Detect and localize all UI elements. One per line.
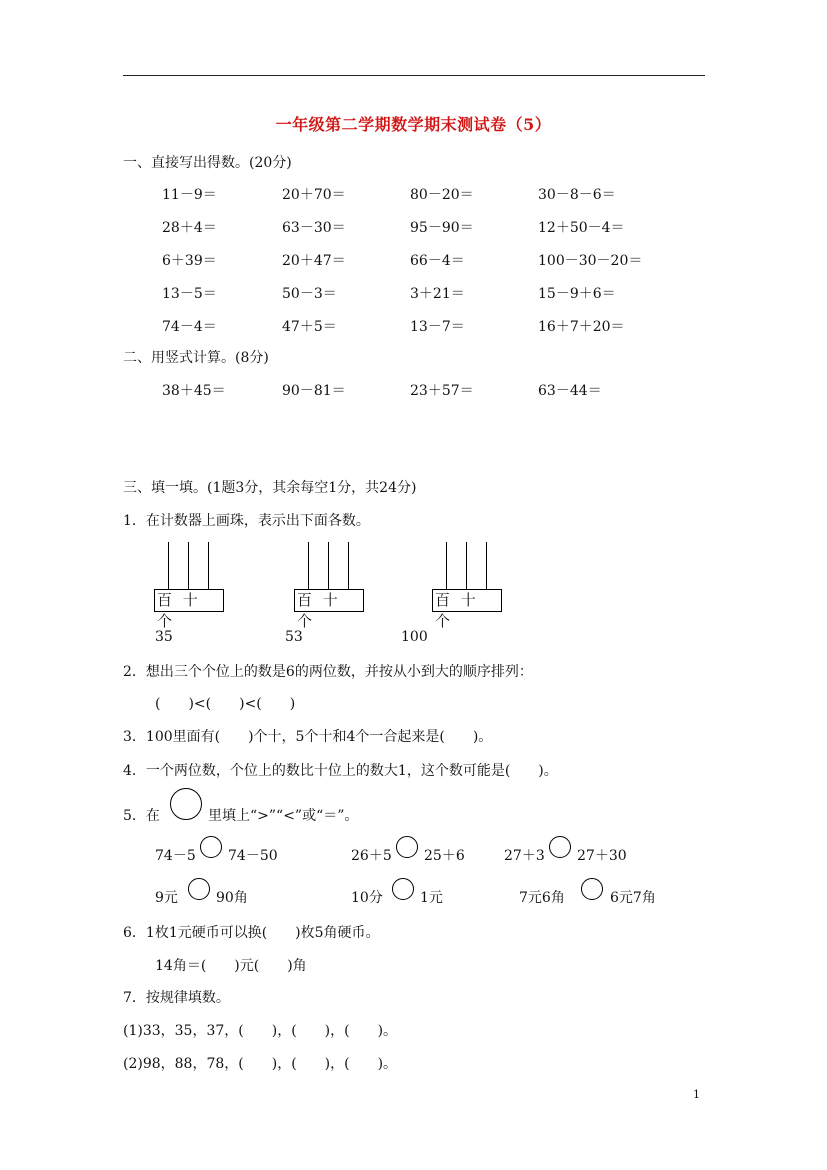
mental-math-problem: 95－90＝	[410, 220, 474, 236]
mental-math-problem: 50－3＝	[282, 286, 337, 302]
abacus-number: 100	[401, 629, 428, 645]
abacus-rod	[446, 542, 447, 589]
mental-math-problem: 66－4＝	[410, 253, 465, 269]
abacus-rod	[168, 542, 169, 589]
abacus-rod	[188, 542, 189, 589]
mental-math-problem: 3＋21＝	[410, 286, 465, 302]
compare-circle-icon	[188, 878, 210, 900]
compare-right: 6元7角	[610, 890, 656, 906]
section3-heading: 三、填一填。(1题3分，其余每空1分，共24分)	[123, 480, 417, 496]
abacus-number: 35	[155, 629, 173, 645]
vertical-calc-1: 38＋45＝	[162, 383, 226, 399]
mental-math-problem: 30－8－6＝	[538, 187, 616, 203]
compare-circle-icon	[200, 836, 222, 858]
section1-heading: 一、直接写出得数。(20分)	[123, 155, 292, 171]
question-6: 6．1枚1元硬币可以换( )枚5角硬币。	[123, 925, 380, 941]
question-2-blanks: ( )<( )<( )	[155, 696, 296, 712]
mental-math-problem: 80－20＝	[410, 187, 474, 203]
mental-math-problem: 63－30＝	[282, 220, 346, 236]
abacus-rod	[308, 542, 309, 589]
compare-left: 74－5	[155, 848, 196, 864]
vertical-calc-4: 63－44＝	[538, 383, 602, 399]
compare-right: 90角	[216, 890, 248, 906]
abacus-rod	[208, 542, 209, 589]
compare-left: 9元	[155, 890, 178, 906]
question-7: 7．按规律填数。	[123, 990, 230, 1006]
vertical-calc-2: 90－81＝	[282, 383, 346, 399]
question-7-part-2: (2)98，88，78，( )，( )，( )。	[123, 1056, 398, 1072]
abacus-label: 百 十 个	[154, 589, 224, 612]
question-4: 4．一个两位数，个位上的数比十位上的数大1，这个数可能是( )。	[123, 763, 558, 779]
compare-right: 25＋6	[424, 848, 465, 864]
compare-left: 7元6角	[519, 890, 565, 906]
section2-heading: 二、用竖式计算。(8分)	[123, 350, 269, 366]
abacus-rod	[348, 542, 349, 589]
abacus-rod	[486, 542, 487, 589]
compare-right: 27＋30	[577, 848, 627, 864]
abacus-rod	[328, 542, 329, 589]
question-7-part-1: (1)33，35，37，( )，( )，( )。	[123, 1023, 398, 1039]
mental-math-problem: 15－9＋6＝	[538, 286, 616, 302]
vertical-calc-3: 23＋57＝	[410, 383, 474, 399]
top-rule	[123, 75, 705, 76]
mental-math-problem: 100－30－20＝	[538, 253, 643, 269]
question-2: 2．想出三个个位上的数是6的两位数，并按从小到大的顺序排列：	[123, 664, 533, 680]
compare-circle-icon	[581, 878, 603, 900]
mental-math-problem: 12＋50－4＝	[538, 220, 625, 236]
compare-left: 26＋5	[351, 848, 392, 864]
mental-math-problem: 6＋39＝	[162, 253, 217, 269]
mental-math-problem: 16＋7＋20＝	[538, 319, 625, 335]
page-number: 1	[693, 1088, 700, 1101]
compare-circle-icon	[549, 836, 571, 858]
mental-math-problem: 47＋5＝	[282, 319, 337, 335]
compare-left: 10分	[351, 890, 383, 906]
abacus-label: 百 十 个	[432, 589, 502, 612]
abacus-rod	[466, 542, 467, 589]
mental-math-problem: 28＋4＝	[162, 220, 217, 236]
answer-circle-icon	[170, 788, 202, 820]
page-title: 一年级第二学期数学期末测试卷（5）	[275, 115, 552, 134]
question-6-sub: 14角＝( )元( )角	[155, 958, 307, 974]
compare-circle-icon	[396, 836, 418, 858]
mental-math-problem: 13－5＝	[162, 286, 217, 302]
compare-right: 74－50	[228, 848, 278, 864]
abacus-number: 53	[285, 629, 303, 645]
mental-math-problem: 20＋47＝	[282, 253, 346, 269]
question-5-prefix: 5．在	[123, 808, 160, 824]
mental-math-problem: 20＋70＝	[282, 187, 346, 203]
question-1: 1．在计数器上画珠，表示出下面各数。	[123, 513, 370, 529]
compare-right: 1元	[420, 890, 443, 906]
abacus-label: 百 十 个	[294, 589, 364, 612]
question-5-suffix: 里填上“>”“<”或“＝”。	[208, 808, 359, 824]
compare-circle-icon	[392, 878, 414, 900]
question-3: 3．100里面有( )个十，5个十和4个一合起来是( )。	[123, 729, 493, 745]
mental-math-problem: 13－7＝	[410, 319, 465, 335]
mental-math-problem: 74－4＝	[162, 319, 217, 335]
mental-math-problem: 11－9＝	[162, 187, 217, 203]
compare-left: 27＋3	[504, 848, 545, 864]
